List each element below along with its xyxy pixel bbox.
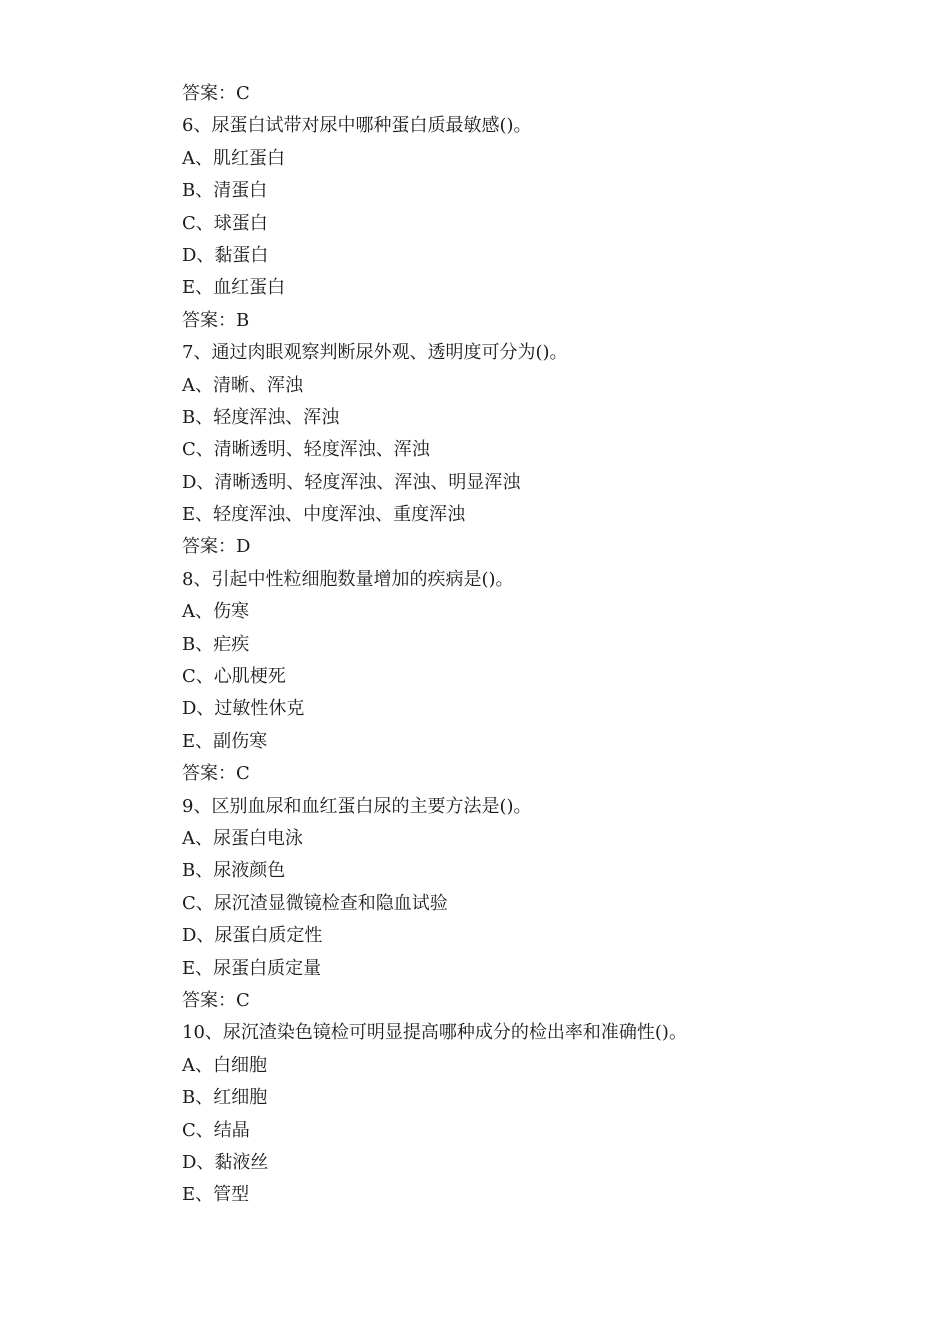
option-line: A、尿蛋白电泳 (182, 827, 303, 849)
option-line: C、清晰透明、轻度浑浊、浑浊 (182, 439, 430, 461)
option-line: A、清晰、浑浊 (182, 374, 303, 396)
option-line: B、尿液颜色 (182, 860, 286, 882)
question-8: 8、引起中性粒细胞数量增加的疾病是()。 (182, 568, 514, 590)
option-line: D、黏液丝 (182, 1151, 269, 1173)
option-line: E、轻度浑浊、中度浑浊、重度浑浊 (182, 504, 466, 526)
option-line: A、白细胞 (182, 1054, 267, 1076)
answer-line: 答案：D (182, 536, 251, 558)
answer-line: 答案：C (182, 989, 250, 1011)
answer-line: 答案：C (182, 83, 250, 104)
option-line: D、过敏性休克 (182, 698, 305, 720)
document-body (182, 78, 882, 1212)
option-line: B、疟疾 (182, 633, 250, 655)
option-line: C、尿沉渣显微镜检查和隐血试验 (182, 892, 448, 914)
option-line: B、清蛋白 (182, 180, 268, 202)
option-line: E、尿蛋白质定量 (182, 957, 322, 979)
option-line: C、球蛋白 (182, 212, 268, 234)
option-line: D、黏蛋白 (182, 244, 269, 266)
answer-line: 答案：B (182, 309, 250, 331)
option-line: E、副伤寒 (182, 730, 268, 752)
option-line: C、结晶 (182, 1119, 250, 1141)
option-line: A、肌红蛋白 (182, 147, 285, 169)
question-6: 6、尿蛋白试带对尿中哪种蛋白质最敏感()。 (182, 115, 532, 137)
question-9: 9、区别血尿和血红蛋白尿的主要方法是()。 (182, 795, 532, 817)
option-line: B、红细胞 (182, 1087, 268, 1109)
answer-line: 答案：C (182, 763, 250, 785)
option-line: D、尿蛋白质定性 (182, 925, 323, 947)
option-line: C、心肌梗死 (182, 666, 286, 688)
option-line: A、伤寒 (182, 601, 249, 623)
option-line: D、清晰透明、轻度浑浊、浑浊、明显浑浊 (182, 471, 521, 493)
option-line: E、血红蛋白 (182, 277, 286, 299)
question-7: 7、通过肉眼观察判断尿外观、透明度可分为()。 (182, 342, 568, 364)
option-line: B、轻度浑浊、浑浊 (182, 406, 340, 428)
option-line: E、管型 (182, 1184, 250, 1206)
question-10: 10、尿沉渣染色镜检可明显提高哪种成分的检出率和准确性()。 (182, 1022, 687, 1044)
